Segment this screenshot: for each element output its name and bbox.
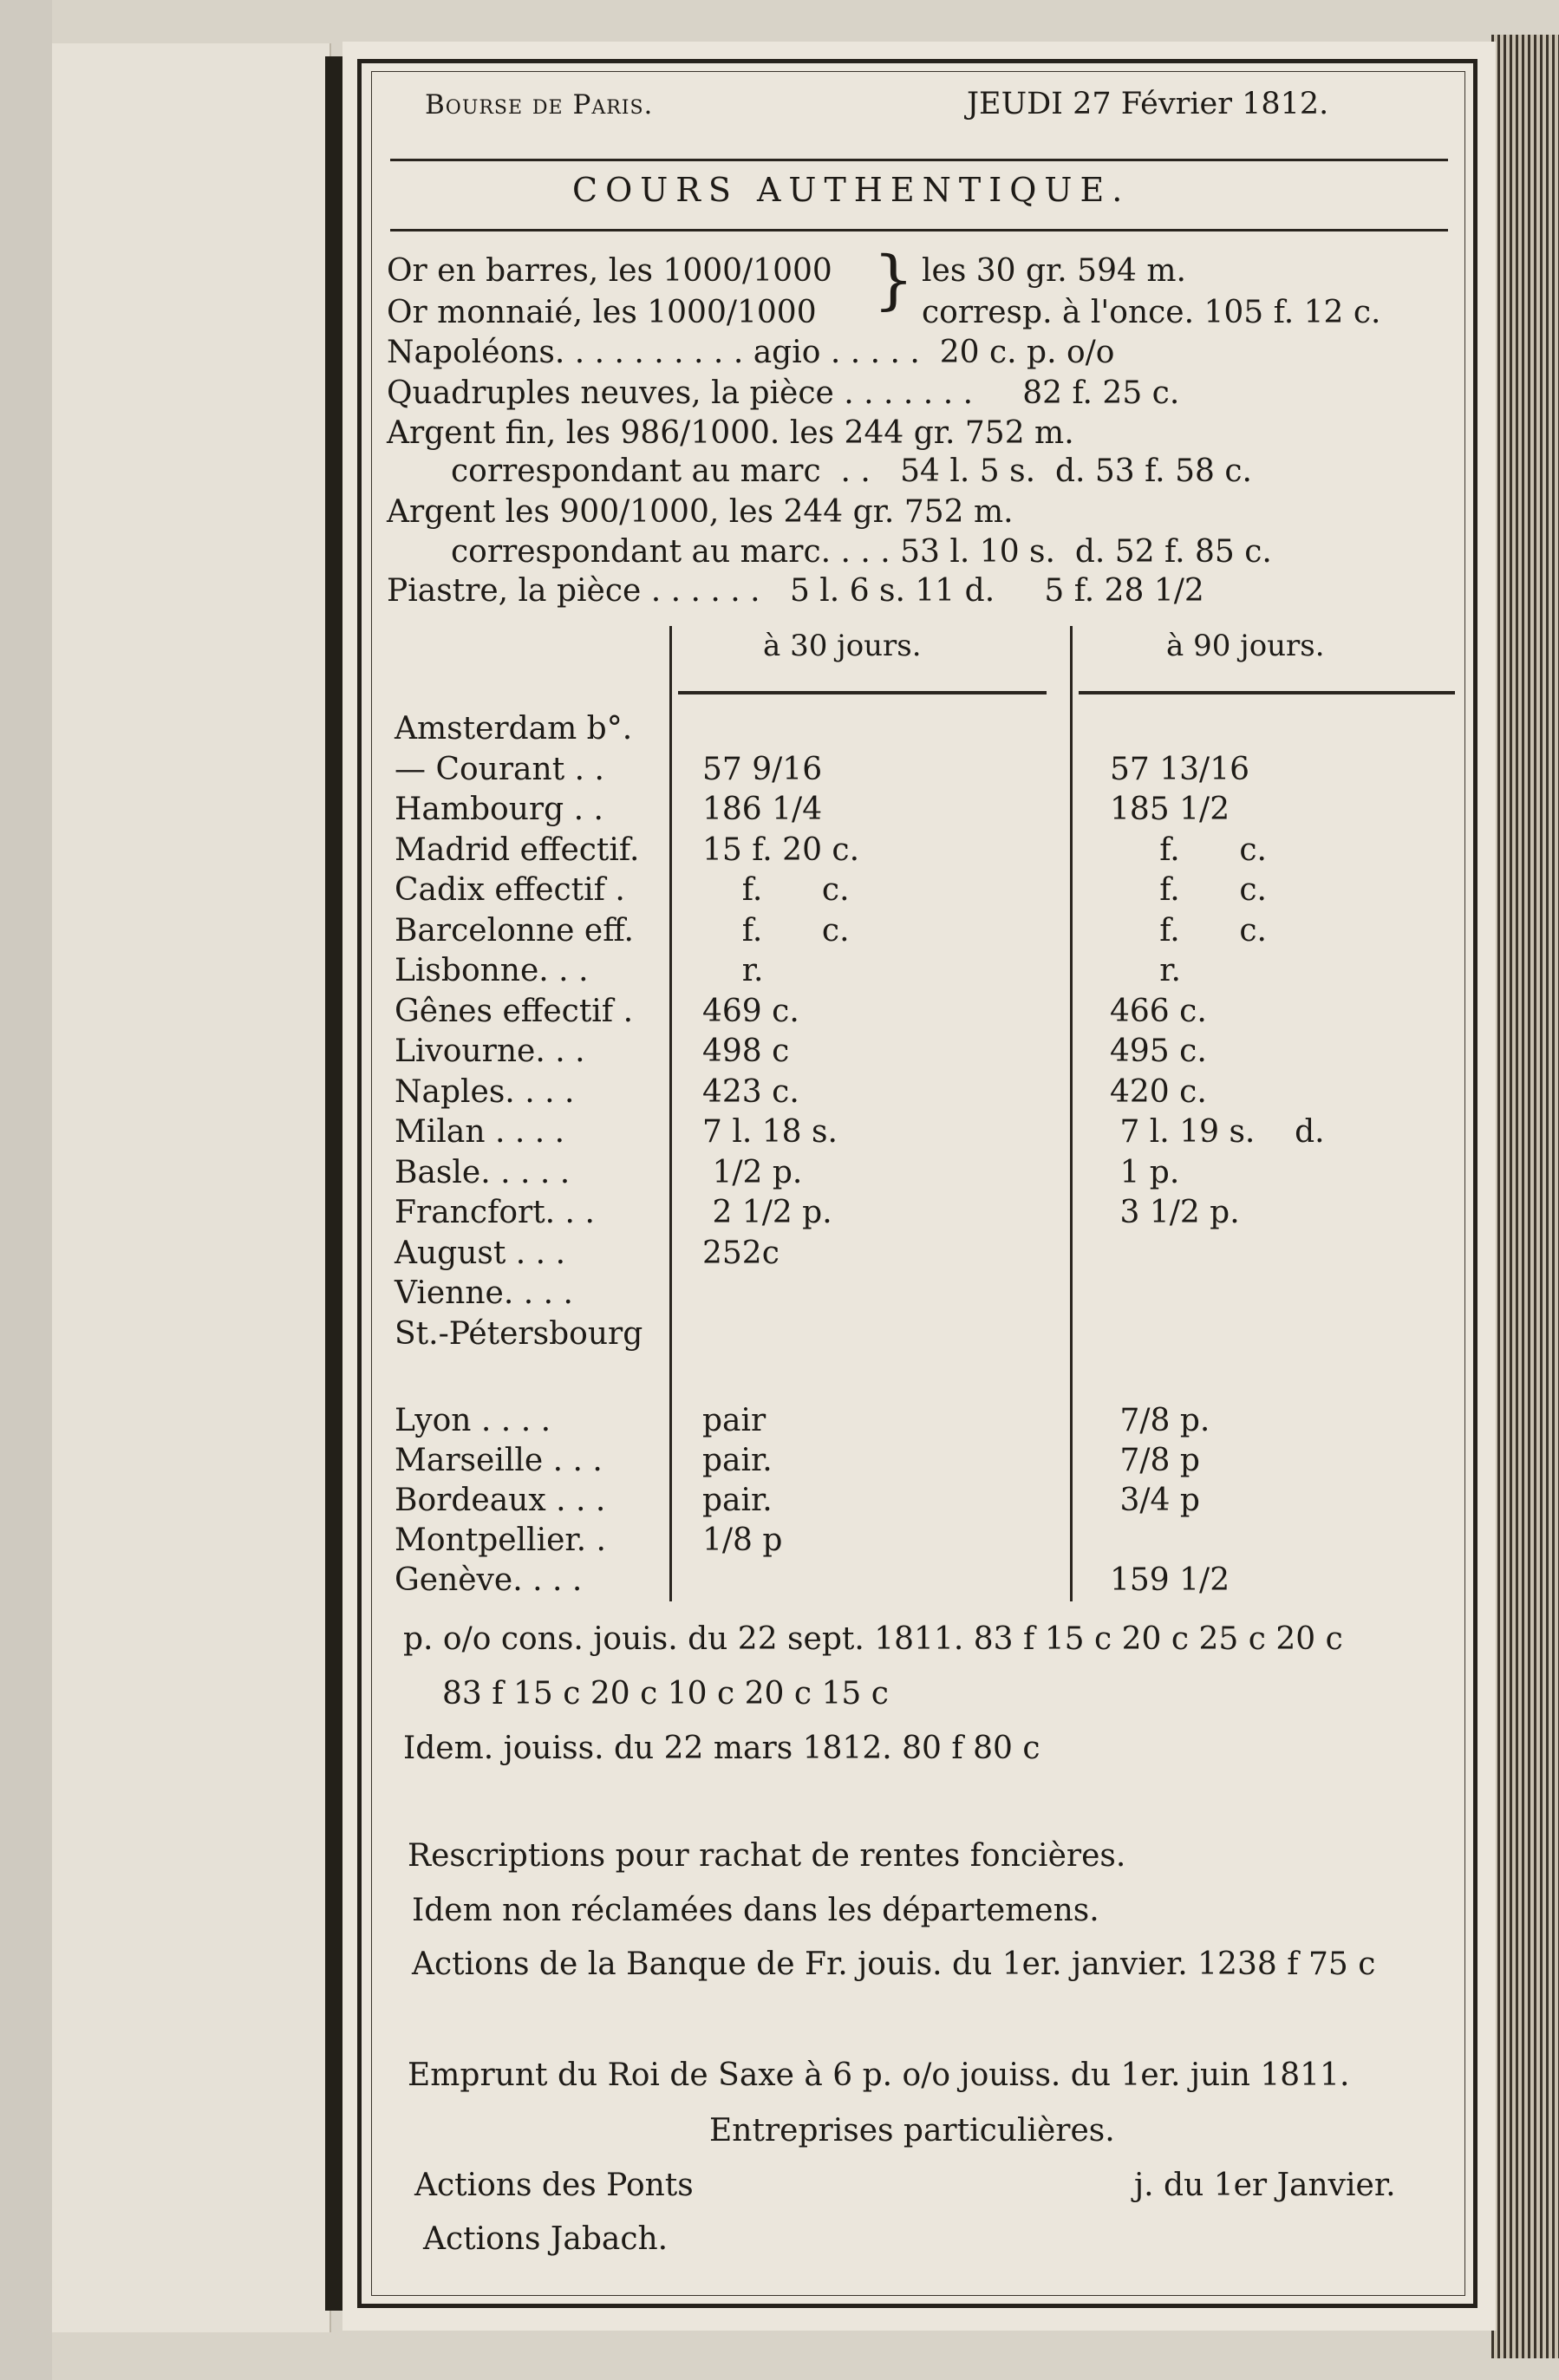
city-name: Lisbonne. . . [395,953,589,988]
metal-line: Or monnaié, les 1000/1000 [387,295,817,330]
rate-30-days: 1/2 p. [702,1154,803,1190]
city-name: Genève. . . . [395,1562,583,1598]
security-line: Actions Jabach. [423,2221,669,2257]
security-line: Idem non réclamées dans les départemens. [412,1893,1099,1928]
rate-30-days: 498 c [702,1034,790,1069]
city-name: Montpellier. . [395,1523,606,1558]
rate-90-days: 185 1/2 [1110,792,1230,827]
city-name: Livourne. . . [395,1034,585,1069]
rate-30-days: 469 c. [702,993,799,1029]
city-name: Basle. . . . . [395,1154,571,1190]
security-line: Actions de la Banque de Fr. jouis. du 1er. janvier. 1238 f 75 c [412,1946,1376,1982]
header-bourse: Bourse de Paris. [425,89,654,121]
blank-facing-page [52,43,331,2332]
rente-line: p. o/o cons. jouis. du 22 sept. 1811. 83 f 15 c 20 c 25 c 20 c [403,1621,1343,1657]
column-header-rule-30 [678,691,1047,694]
security-line: Actions des Ponts [414,2168,694,2203]
metal-line: Argent les 900/1000, les 244 gr. 752 m. [387,494,1014,530]
rate-90-days: f. c. [1110,912,1267,949]
metal-line: Argent fin, les 986/1000. les 244 gr. 752 m. [387,415,1074,451]
brace: } [873,243,915,317]
city-name: Hambourg . . [395,792,603,827]
rate-90-days: f. c. [1110,872,1267,908]
column-header-rule-90 [1079,691,1455,694]
city-name: Vienne. . . . [395,1275,573,1311]
rate-30-days: pair. [702,1443,773,1478]
city-name: Bordeaux . . . [395,1483,606,1518]
page-block-edges [1491,35,1559,2358]
header-date: JEUDI 27 Février 1812. [967,87,1329,121]
column-divider-right [1070,626,1073,1601]
rate-30-days: 252c [702,1235,780,1271]
rate-30-days: 186 1/4 [702,792,823,827]
rate-90-days: 7 l. 19 s. d. [1110,1114,1325,1150]
metal-line: corresp. à l'once. 105 f. 12 c. [922,295,1381,330]
rate-90-days: r. [1110,953,1181,988]
rate-90-days: f. c. [1110,831,1267,868]
metal-line: Quadruples neuves, la pièce . . . . . . . 82 f. 25 c. [387,375,1180,411]
rate-90-days: 420 c. [1110,1073,1207,1110]
metal-line: Piastre, la pièce . . . . . . 5 l. 6 s. 11 d. 5 f. 28 1/2 [387,573,1204,609]
security-line: Emprunt du Roi de Saxe à 6 p. o/o jouiss. du 1er. juin 1811. [408,2057,1350,2093]
rate-30-days: r. [702,953,764,988]
city-name: Lyon . . . . [395,1403,551,1438]
rate-30-days: 423 c. [702,1073,799,1110]
rate-90-days: 495 c. [1110,1034,1207,1069]
city-name: — Courant . . [395,751,604,787]
city-name: Madrid effectif. [395,831,640,868]
city-name: Cadix effectif . [395,872,625,908]
rate-30-days: 7 l. 18 s. [702,1114,838,1150]
rate-30-days: pair. [702,1483,773,1518]
metal-line: Napoléons. . . . . . . . . . agio . . . . . 20 c. p. o/o [387,335,1115,370]
city-name: Amsterdam b°. [395,711,633,747]
rate-90-days: 7/8 p [1110,1443,1200,1478]
metal-line: correspondant au marc . . 54 l. 5 s. d. 53 f. 58 c. [451,453,1252,489]
rate-30-days: 1/8 p [702,1523,783,1558]
city-name: St.-Pétersbourg [395,1315,643,1352]
security-line: Rescriptions pour rachat de rentes foncières. [408,1838,1126,1874]
rate-90-days: 1 p. [1110,1154,1180,1190]
title-rule [390,229,1448,231]
city-name: Milan . . . . [395,1114,565,1150]
rate-30-days: 2 1/2 p. [702,1195,832,1230]
metal-line: correspondant au marc. . . . 53 l. 10 s. d. 52 f. 85 c. [451,534,1272,570]
rate-90-days: 3 1/2 p. [1110,1195,1240,1230]
city-name: Marseille . . . [395,1443,603,1478]
rate-90-days: 57 13/16 [1110,751,1249,787]
city-name: Gênes effectif . [395,993,634,1029]
rate-30-days: 57 9/16 [702,751,823,787]
security-line: j. du 1er Janvier. [1134,2168,1396,2203]
rate-30-days: 15 f. 20 c. [702,831,860,868]
header-rule [390,159,1448,161]
metal-line: les 30 gr. 594 m. [922,253,1186,289]
facing-page-edge [0,0,52,2380]
rate-90-days: 159 1/2 [1110,1562,1230,1598]
rate-90-days: 7/8 p. [1110,1403,1210,1438]
metal-line: Or en barres, les 1000/1000 [387,253,832,289]
city-name: August . . . [395,1235,566,1271]
rate-90-days: 466 c. [1110,993,1207,1029]
rente-line: Idem. jouiss. du 22 mars 1812. 80 f 80 c [403,1731,1040,1766]
column-header-90-days: à 90 jours. [1166,629,1325,663]
rate-30-days: f. c. [702,872,850,908]
page-title: COURS AUTHENTIQUE. [572,171,1131,209]
city-name: Barcelonne eff. [395,912,634,949]
city-name: Francfort. . . [395,1195,595,1230]
rate-30-days: pair [702,1403,766,1438]
book-binding [325,56,344,2311]
city-name: Naples. . . . [395,1073,575,1110]
column-header-30-days: à 30 jours. [763,629,922,663]
rate-30-days: f. c. [702,912,850,949]
column-divider-left [669,626,672,1601]
rente-line: 83 f 15 c 20 c 10 c 20 c 15 c [442,1676,889,1712]
rate-90-days: 3/4 p [1110,1483,1200,1518]
section-heading: Entreprises particulières. [709,2113,1115,2149]
